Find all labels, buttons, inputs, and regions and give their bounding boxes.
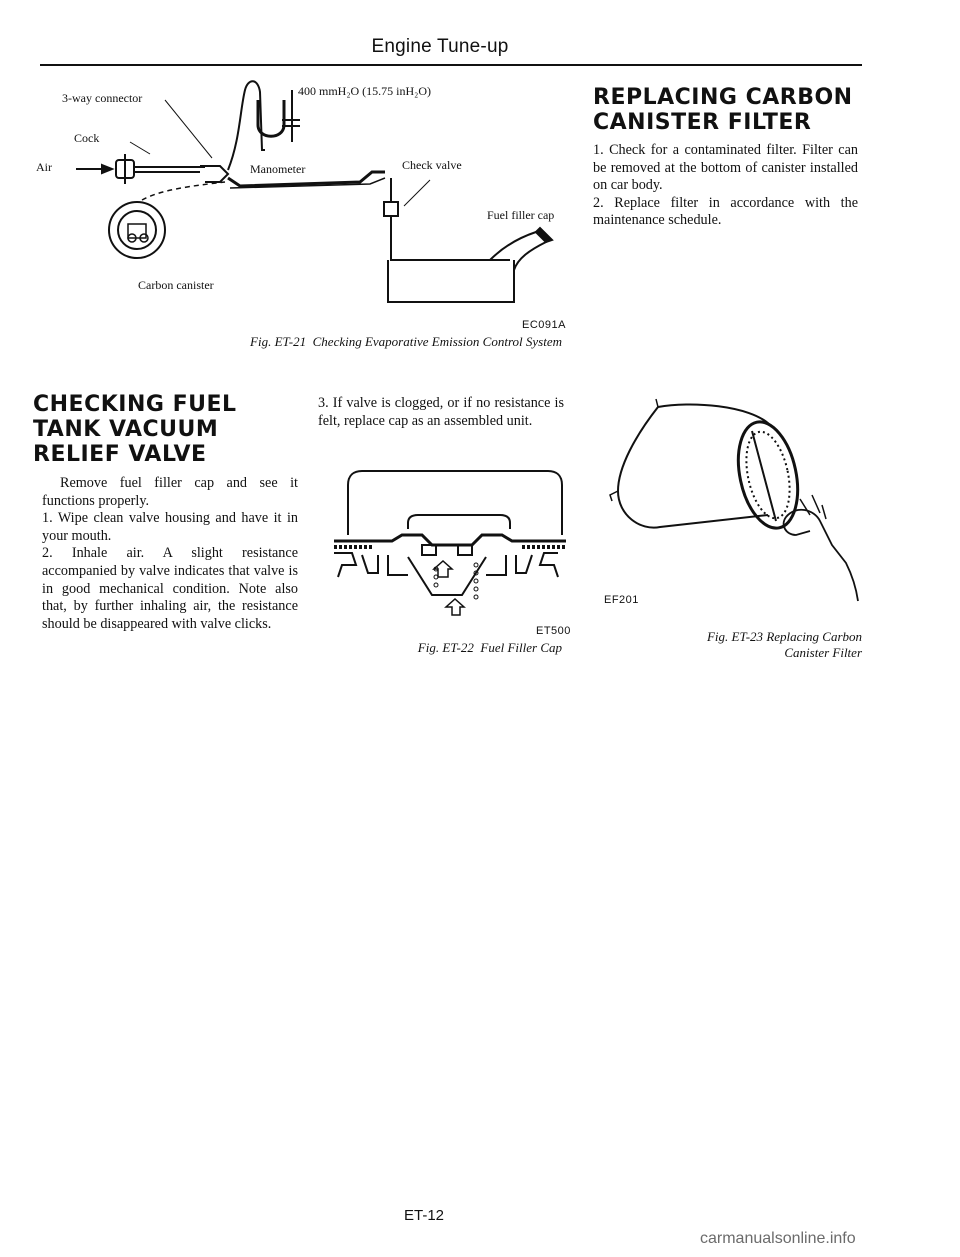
canister-filter-illustration bbox=[600, 395, 870, 610]
checking-step-1: 1. Wipe clean valve housing and have it in your mouth. bbox=[42, 510, 298, 544]
three-way-connector bbox=[200, 166, 228, 182]
hand bbox=[784, 510, 858, 601]
label-manometer: Manometer bbox=[250, 162, 306, 176]
label-pressure: 400 mmH₂O (15.75 inH₂O) bbox=[298, 84, 432, 98]
checking-body bbox=[42, 475, 298, 633]
checking-intro: Remove fuel filler cap and see it functions properly. bbox=[42, 475, 298, 509]
section-heading-replacing bbox=[593, 85, 873, 135]
figure-caption-et23 bbox=[620, 629, 862, 661]
caption-text: Checking Evaporative Emission Control System bbox=[312, 334, 562, 349]
check-valve bbox=[384, 202, 398, 216]
header-rule bbox=[40, 64, 862, 66]
fuel-tank bbox=[388, 260, 514, 302]
figure-code-ec091a: EC091A bbox=[522, 319, 566, 331]
heading-line: RELIEF VALVE bbox=[33, 442, 207, 467]
section-heading-checking bbox=[33, 392, 293, 467]
caption-number: Fig. ET-21 bbox=[250, 334, 307, 349]
label-air: Air bbox=[36, 160, 52, 174]
fuel-filler-cap-diagram bbox=[312, 465, 582, 625]
heading-line: REPLACING CARBON bbox=[593, 85, 853, 110]
label-fuel-filler-cap: Fuel filler cap bbox=[487, 208, 555, 222]
replacing-step-1: 1. Check for a contaminated filter. Filter can be removed at the bottom of canister installed on car body. bbox=[593, 142, 858, 194]
label-3-way-connector: 3-way connector bbox=[62, 91, 143, 105]
checking-step-3-block bbox=[318, 395, 564, 430]
label-cock: Cock bbox=[74, 131, 100, 145]
figure-caption-et21 bbox=[170, 334, 562, 350]
caption-text: Replacing Carbon bbox=[766, 629, 862, 644]
replacing-step-2: 2. Replace filter in accordance with the maintenance schedule. bbox=[593, 194, 858, 229]
watermark-text: carmanualsonline.info bbox=[700, 1230, 856, 1247]
caption-number: Fig. ET-22 bbox=[417, 640, 474, 655]
caption-text: Canister Filter bbox=[784, 645, 862, 660]
figure-caption-et22 bbox=[330, 640, 562, 656]
evap-emission-diagram bbox=[40, 70, 600, 320]
canister-line bbox=[142, 182, 225, 200]
fuel-filler-cap bbox=[490, 232, 546, 270]
caption-number: Fig. ET-23 bbox=[706, 629, 764, 644]
air-arrow-head bbox=[102, 165, 112, 173]
label-carbon-canister: Carbon canister bbox=[138, 278, 214, 292]
replacing-steps bbox=[593, 142, 858, 230]
heading-line: CANISTER FILTER bbox=[593, 110, 812, 135]
label-check-valve: Check valve bbox=[402, 158, 462, 172]
checking-step-3: 3. If valve is clogged, or if no resistance is felt, replace cap as an assembled unit. bbox=[318, 395, 564, 429]
page-number: ET-12 bbox=[404, 1207, 445, 1224]
page-header-title: Engine Tune-up bbox=[371, 36, 509, 57]
checking-step-2: 2. Inhale air. A slight resistance accompanied by valve indicates that valve is in good mechanical condition. Note also that, by further inhaling air, the resistance should be disappeared with valve clicks. bbox=[42, 545, 298, 632]
caption-text: Fuel Filler Cap bbox=[480, 640, 562, 655]
air-tube bbox=[134, 167, 205, 172]
figure-code-et500: ET500 bbox=[536, 625, 571, 637]
heading-line: CHECKING FUEL bbox=[33, 392, 237, 417]
figure-code-ef201: EF201 bbox=[604, 594, 639, 606]
heading-line: TANK VACUUM bbox=[33, 417, 219, 442]
